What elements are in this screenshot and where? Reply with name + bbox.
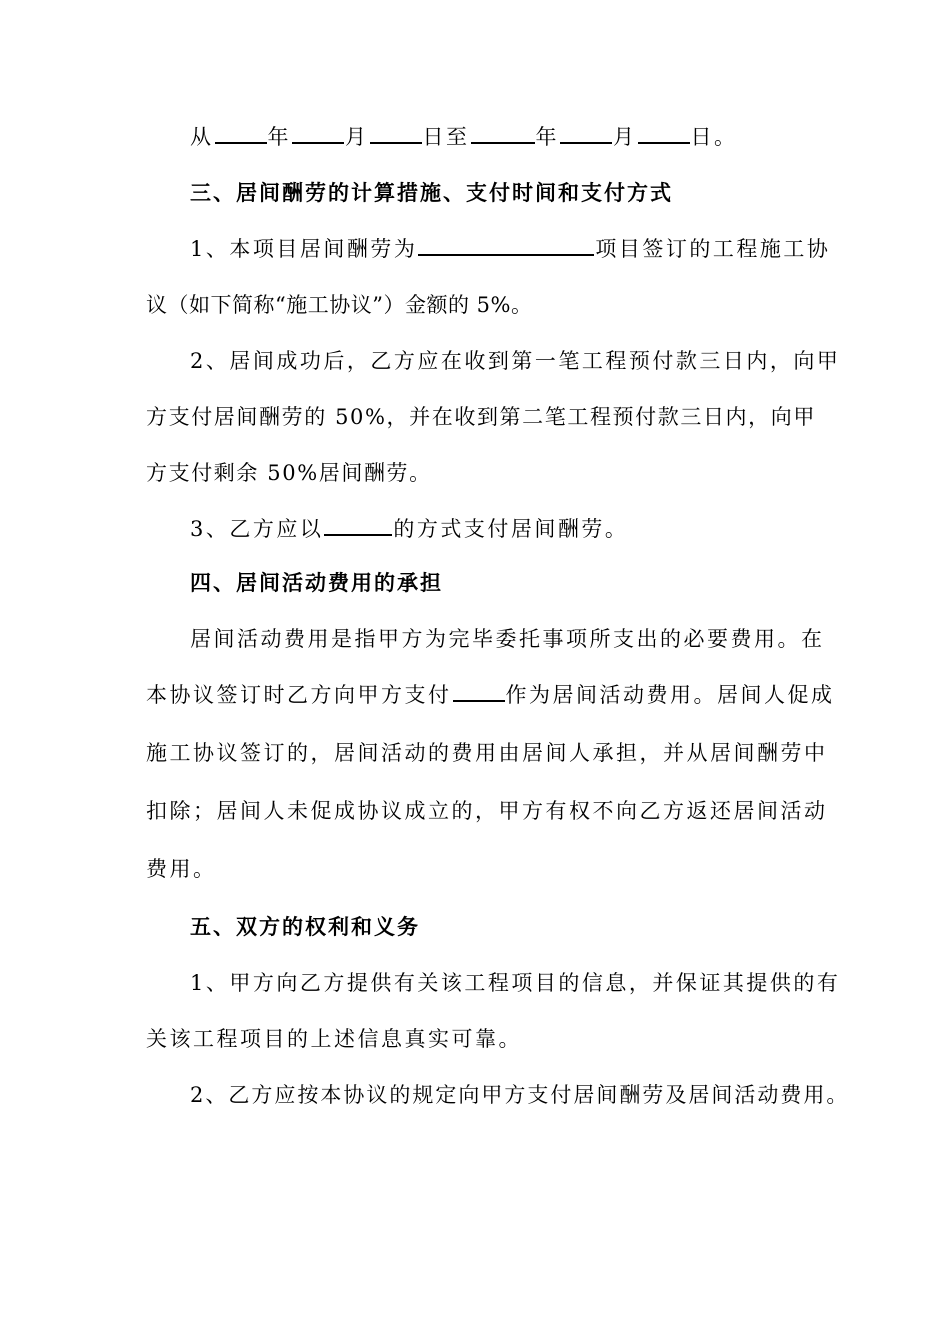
section3-title: 三、居间酬劳的计算措施、支付时间和支付方式 bbox=[190, 180, 673, 205]
section5-item1-line2: 关该工程项目的上述信息真实可靠。 bbox=[146, 1027, 522, 1051]
section3-item2-line2: 方支付居间酬劳的 50%，并在收到第二笔工程预付款三日内，向甲 bbox=[146, 405, 816, 429]
text-p2-a: 本协议签订时乙方向甲方支付 bbox=[146, 683, 452, 707]
text-item1-b: 项目签订的工程施工协 bbox=[595, 237, 831, 261]
blank-project-name[interactable] bbox=[418, 234, 594, 256]
section4-p-line2 bbox=[146, 680, 835, 710]
section4-p-line1: 居间活动费用是指甲方为完毕委托事项所支出的必要费用。在 bbox=[190, 627, 825, 651]
text-day-end: 日。 bbox=[690, 125, 738, 149]
section3-item1-line1 bbox=[190, 234, 830, 264]
blank-month-1[interactable] bbox=[292, 122, 344, 144]
section4-p-line3: 施工协议签订的，居间活动的费用由居间人承担，并从居间酬劳中 bbox=[146, 741, 828, 765]
section3-item1-line2: 议（如下简称“施工协议”）金额的 5%。 bbox=[146, 293, 533, 317]
text-day-to: 日至 bbox=[422, 125, 470, 149]
section3-item2-line1: 2、居间成功后，乙方应在收到第一笔工程预付款三日内，向甲 bbox=[190, 349, 841, 373]
text-item3-b: 的方式支付居间酬劳。 bbox=[393, 517, 629, 541]
blank-day-1[interactable] bbox=[370, 122, 422, 144]
blank-year-2[interactable] bbox=[471, 122, 535, 144]
blank-year-1[interactable] bbox=[215, 122, 267, 144]
blank-day-2[interactable] bbox=[638, 122, 690, 144]
section3-item3 bbox=[190, 514, 628, 544]
text-year-2: 年 bbox=[535, 125, 559, 149]
section3-item2-line3: 方支付剩余 50%居间酬劳。 bbox=[146, 461, 432, 485]
text-month-1: 月 bbox=[345, 125, 369, 149]
blank-month-2[interactable] bbox=[560, 122, 612, 144]
section5-item1-line1: 1、甲方向乙方提供有关该工程项目的信息，并保证其提供的有 bbox=[190, 971, 841, 995]
text-month-2: 月 bbox=[613, 125, 637, 149]
section5-title: 五、双方的权利和义务 bbox=[190, 914, 420, 939]
text-from: 从 bbox=[190, 125, 214, 149]
text-year-1: 年 bbox=[267, 125, 291, 149]
blank-payment-method[interactable] bbox=[324, 514, 392, 536]
text-p2-b: 作为居间活动费用。居间人促成 bbox=[505, 683, 835, 707]
section4-p-line5: 费用。 bbox=[146, 857, 217, 881]
section5-item2: 2、乙方应按本协议的规定向甲方支付居间酬劳及居间活动费用。 bbox=[190, 1083, 850, 1107]
date-line bbox=[190, 122, 738, 152]
section4-p-line4: 扣除；居间人未促成协议成立的，甲方有权不向乙方返还居间活动 bbox=[146, 799, 828, 823]
section4-title: 四、居间活动费用的承担 bbox=[190, 570, 443, 595]
text-item1-a: 1、本项目居间酬劳为 bbox=[190, 237, 418, 261]
text-item3-a: 3、乙方应以 bbox=[190, 517, 324, 541]
blank-activity-fee[interactable] bbox=[453, 680, 505, 702]
